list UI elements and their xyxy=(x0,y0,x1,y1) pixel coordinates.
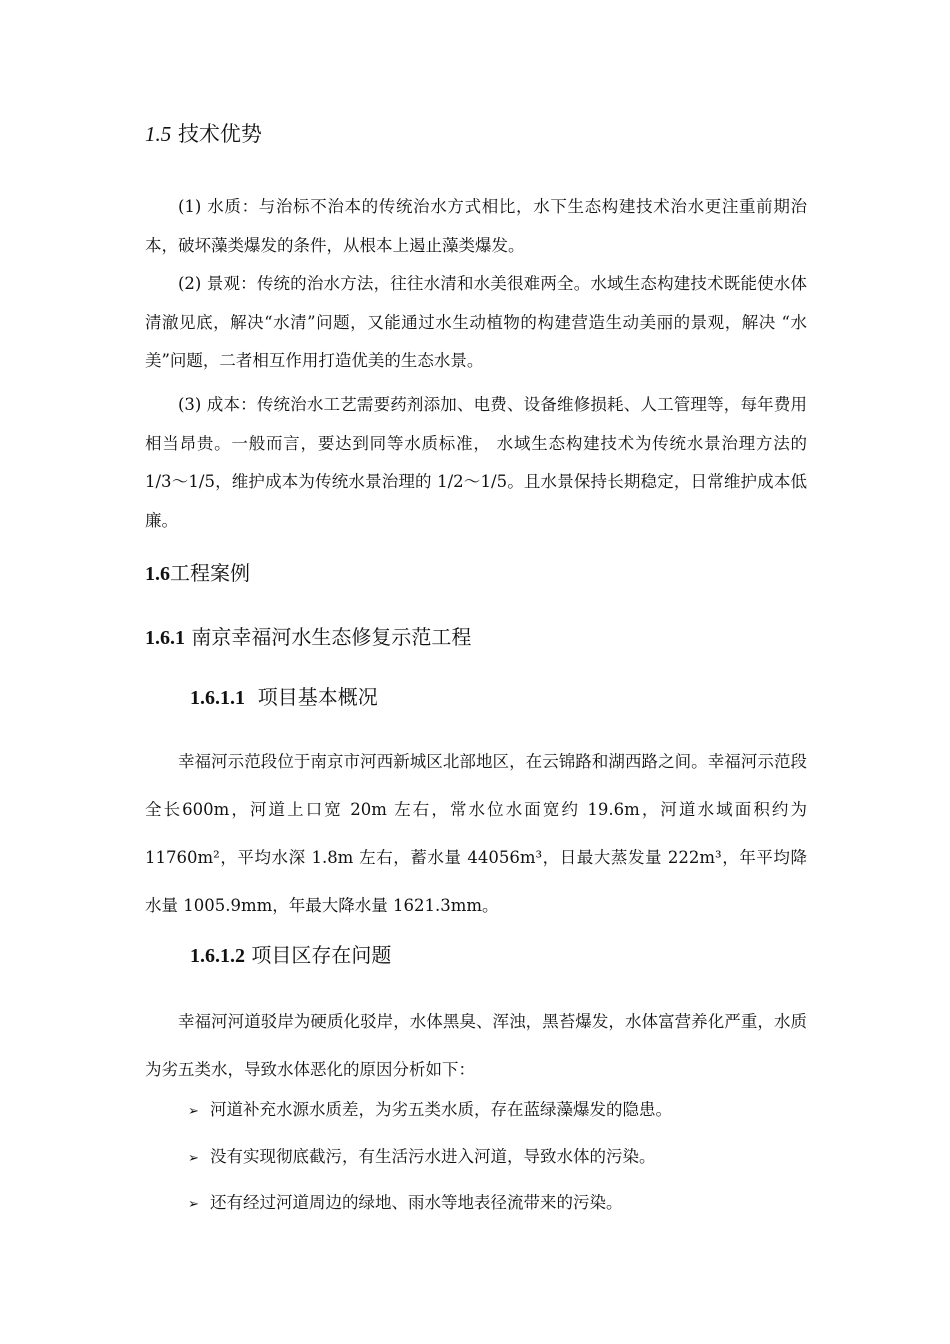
list-item xyxy=(188,1189,623,1219)
section-title: 工程案例 xyxy=(170,561,250,585)
arrow-bullet-icon: ➢ xyxy=(188,1151,199,1166)
paragraph-project-overview: 幸福河示范段位于南京市河西新城区北部地区，在云锦路和湖西路之间。幸福河示范段全长600m，河道上口宽 20m 左右，常水位水面宽约 19.6m，河道水域面积约为 11760m²，平均水深 1.8m 左右，蓄水量 44056m³，日最大蒸发量 222m³，年平均降水量 1005.9mm，年最大降水量 1621.3mm。 xyxy=(145,752,807,915)
section-number: 1.6.1 xyxy=(145,627,185,649)
section-1-6-1-1-heading xyxy=(190,681,378,714)
section-1-5-heading xyxy=(145,118,262,150)
paragraph-water-quality: (1) 水质：与治标不治本的传统治水方式相比，水下生态构建技术治水更注重前期治本，破坏藻类爆发的条件，从根本上遏止藻类爆发。 xyxy=(145,197,807,255)
list-item-text: 没有实现彻底截污，有生活污水进入河道，导致水体的污染。 xyxy=(210,1147,656,1166)
section-title: 南京幸福河水生态修复示范工程 xyxy=(191,625,472,649)
paragraph-cost: (3) 成本：传统治水工艺需要药剂添加、电费、设备维修损耗、人工管理等，每年费用相当昂贵。一般而言，要达到同等水质标准， 水域生态构建技术为传统水景治理方法的 1/3～1/5，维护成本为传统水景治理的 1/2～1/5。且水景保持长期稳定，日常维护成本低廉。 xyxy=(145,395,807,530)
list-item-text: 河道补充水源水质差，为劣五类水质，存在蓝绿藻爆发的隐患。 xyxy=(210,1100,672,1119)
section-1-6-heading xyxy=(145,557,250,590)
list-item-text: 还有经过河道周边的绿地、雨水等地表径流带来的污染。 xyxy=(210,1193,623,1212)
arrow-bullet-icon: ➢ xyxy=(188,1104,199,1119)
section-number: 1.6.1.2 xyxy=(190,945,245,967)
section-title: 技术优势 xyxy=(177,122,262,146)
section-1-6-1-heading xyxy=(145,621,471,654)
paragraph-landscape: (2) 景观：传统的治水方法，往往水清和水美很难两全。水域生态构建技术既能使水体清澈见底，解决“水清”问题，又能通过水生动植物的构建营造生动美丽的景观，解决 “水美”问题，二者相互作用打造优美的生态水景。 xyxy=(145,274,807,370)
section-number: 1.5 xyxy=(145,122,172,146)
section-title: 项目区存在问题 xyxy=(251,943,392,967)
section-number: 1.6 xyxy=(145,563,170,585)
list-item xyxy=(188,1143,656,1173)
section-title: 项目基本概况 xyxy=(257,685,378,709)
section-1-6-1-2-heading xyxy=(190,939,391,972)
list-item xyxy=(188,1096,672,1126)
paragraph-problems: 幸福河河道驳岸为硬质化驳岸，水体黑臭、浑浊，黑苔爆发，水体富营养化严重，水质为劣五类水，导致水体恶化的原因分析如下： xyxy=(145,1012,807,1079)
section-number: 1.6.1.1 xyxy=(190,687,245,709)
arrow-bullet-icon: ➢ xyxy=(188,1197,199,1212)
